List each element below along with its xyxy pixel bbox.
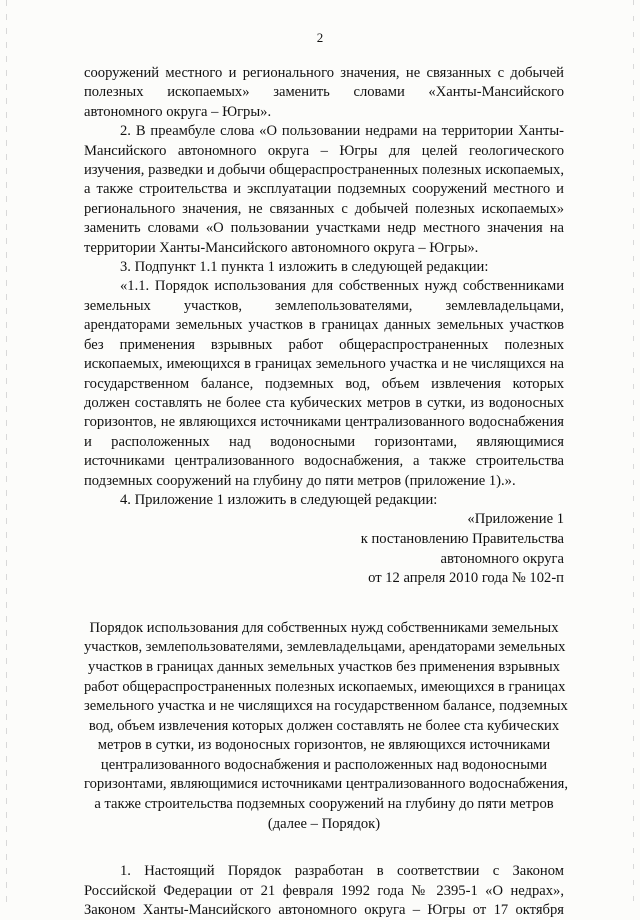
paragraph-continuation: сооружений местного и регионального значения, не связанных с добычей полезных ископаемых» заменить словами «Ханты-Мансийского автономного округа – Югры». bbox=[84, 65, 564, 120]
document-body bbox=[84, 64, 569, 920]
appendix-ref-line: «Приложение 1 bbox=[467, 511, 564, 528]
scan-edge-left bbox=[6, 0, 7, 905]
appendix-ref-line: от 12 апреля 2010 года № 102-п bbox=[368, 570, 564, 587]
title-line: земельного участка и не числящихся на государственном балансе, подземных bbox=[84, 698, 568, 715]
paragraph-item-4: 4. Приложение 1 изложить в следующей редакции: bbox=[120, 491, 438, 508]
paragraph-item-2: 2. В преамбуле слова «О пользовании недрами на территории Ханты-Мансийского автономного округа – Югры для целей геологического изучения, разведки и добычи общераспространенных полезных ископаемых, а также строительства и эксплуатации подземных сооружений местного и регионального значения, не связанных с добычей полезных ископаемых» заменить словами «О пользовании участками недр местного значения на территории Ханты-Мансийского автономного округа – Югры». bbox=[84, 123, 564, 256]
appendix-reference bbox=[84, 510, 564, 588]
appendix-ref-line: автономного округа bbox=[440, 550, 564, 567]
title-line: участков, землепользователями, землевладельцами, арендаторами земельных bbox=[84, 639, 566, 656]
page-number: 2 bbox=[316, 30, 324, 45]
title-line: участков в границах данных земельных участков без применения взрывных bbox=[88, 658, 560, 675]
paragraph-quote-1-1: «1.1. Порядок использования для собственных нужд собственниками земельных участков, землепользователями, землевладельцами, арендаторами земельных участков в границах данных земельных участков без применения взрывных работ общераспространенных полезных ископаемых, имеющихся в границах земельного участка и не числящихся на государственном балансе, подземных вод, объем извлечения которых должен составлять не более ста кубических метров в сутки, из водоносных горизонтов, не являющихся источниками централизованного водоснабжения и расположенных над водоносными горизонтами, являющимися источниками централизованного водоснабжения, а также строительства подземных сооружений на глубину до пяти метров (приложение 1).». bbox=[84, 278, 564, 489]
appendix-ref-line: к постановлению Правительства bbox=[360, 530, 564, 547]
paragraph-item-3: 3. Подпункт 1.1 пункта 1 изложить в следующей редакции: bbox=[120, 259, 489, 276]
title-line: метров в сутки, из водоносных горизонтов, не являющихся источниками bbox=[97, 737, 551, 754]
title-line: горизонтами, являющимися источниками централизованного водоснабжения, bbox=[84, 776, 569, 793]
scan-edge-right bbox=[633, 0, 634, 905]
title-line: а также строительства подземных сооружений на глубину до пяти метров bbox=[94, 796, 554, 813]
article-1: 1. Настоящий Порядок разработан в соответствии с Законом Российской Федерации от 21 февраля 1992 года № 2395-1 «О недрах», Законом Ханты-Мансийского автономного округа – Югры от 17 октября bbox=[84, 863, 564, 919]
title-line: (далее – Порядок) bbox=[267, 815, 381, 832]
title-line: централизованного водоснабжения и расположенных над водоносными bbox=[100, 756, 548, 773]
title-line: Порядок использования для собственных нужд собственниками земельных bbox=[89, 619, 559, 636]
title-line: работ общераспространенных полезных ископаемых, имеющихся в границах bbox=[84, 678, 566, 695]
title-line: вод, объем извлечения которых должен составлять не более ста кубических bbox=[88, 717, 560, 734]
procedure-title bbox=[84, 619, 569, 835]
